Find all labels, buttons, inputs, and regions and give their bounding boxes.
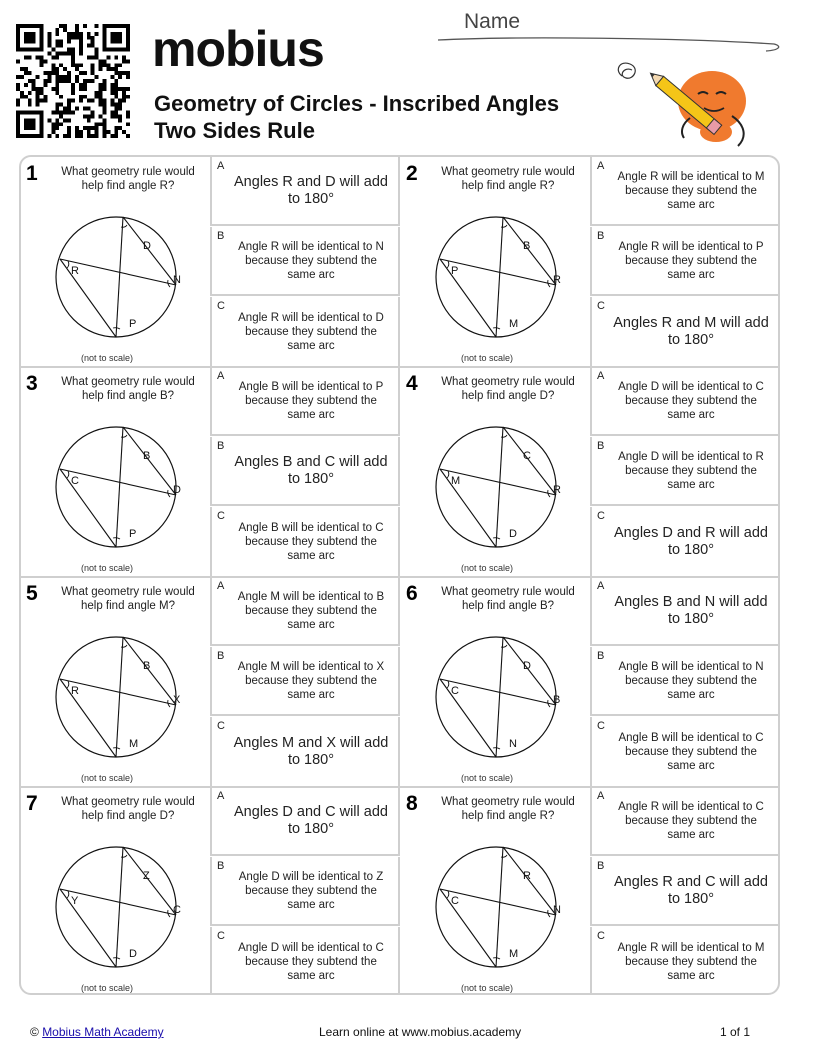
option-text: Angle R will be identical to N because they subtend the same arc bbox=[238, 240, 384, 281]
option-text: Angles B and C will add to 180° bbox=[234, 453, 388, 487]
chord-line bbox=[60, 469, 116, 547]
chord-line bbox=[116, 637, 123, 757]
point-label: N bbox=[553, 904, 561, 916]
answer-options bbox=[210, 157, 400, 366]
option-text: Angles M and X will add to 180° bbox=[233, 734, 389, 768]
not-to-scale-note: (not to scale) bbox=[461, 983, 514, 993]
option-letter: C bbox=[217, 930, 225, 942]
circle-diagram bbox=[421, 617, 581, 767]
question-prompt: What geometry rule would help find angle B? bbox=[441, 586, 575, 612]
question-panel bbox=[21, 367, 210, 576]
option-text: Angles B and N will add to 180° bbox=[614, 593, 768, 627]
option-letter: A bbox=[217, 790, 225, 802]
answer-option-c[interactable] bbox=[590, 297, 780, 366]
chord-line bbox=[496, 637, 503, 757]
question-panel bbox=[401, 787, 590, 995]
not-to-scale-note: (not to scale) bbox=[81, 983, 134, 993]
circle-outline bbox=[436, 427, 556, 547]
option-letter: C bbox=[597, 510, 605, 522]
footer-copyright bbox=[30, 1025, 164, 1039]
point-label: P bbox=[129, 318, 137, 330]
point-label: N bbox=[509, 738, 517, 750]
chord-line bbox=[440, 259, 496, 337]
angle-mark bbox=[121, 855, 127, 857]
angle-mark bbox=[67, 261, 69, 268]
circle-outline bbox=[436, 637, 556, 757]
point-label: D bbox=[143, 240, 151, 252]
option-letter: B bbox=[217, 230, 225, 242]
question-panel bbox=[401, 157, 590, 366]
point-label: B bbox=[523, 240, 531, 252]
angle-mark bbox=[447, 681, 449, 688]
point-label: D bbox=[523, 660, 531, 672]
point-label: B bbox=[553, 694, 561, 706]
option-letter: A bbox=[217, 160, 225, 172]
angle-mark bbox=[501, 645, 507, 647]
point-label: M bbox=[451, 475, 461, 487]
question-1 bbox=[21, 157, 400, 366]
question-number: 2 bbox=[406, 162, 418, 185]
option-text: Angle R will be identical to C because they subtend the same arc bbox=[618, 800, 764, 841]
option-text: Angle R will be identical to P because they subtend the same arc bbox=[618, 240, 764, 281]
angle-mark bbox=[67, 891, 69, 898]
question-number: 3 bbox=[26, 372, 38, 395]
option-text: Angle D will be identical to C because they subtend the same arc bbox=[618, 380, 764, 421]
chord-line bbox=[116, 427, 123, 547]
point-label: P bbox=[129, 528, 137, 540]
chord-line bbox=[440, 469, 496, 547]
option-letter: A bbox=[597, 370, 605, 382]
point-label: C bbox=[71, 475, 79, 487]
angle-mark bbox=[121, 645, 127, 647]
not-to-scale-note: (not to scale) bbox=[81, 773, 134, 783]
answer-option-b[interactable] bbox=[590, 227, 780, 296]
option-letter: B bbox=[217, 650, 225, 662]
answer-option-b[interactable] bbox=[590, 437, 780, 506]
point-label: N bbox=[173, 274, 181, 286]
row-divider bbox=[21, 576, 780, 578]
option-text: Angles R and C will add to 180° bbox=[614, 873, 768, 907]
option-text: Angles R and M will add to 180° bbox=[613, 314, 769, 348]
option-text: Angle B will be identical to C because they subtend the same arc bbox=[238, 521, 384, 562]
not-to-scale-note: (not to scale) bbox=[461, 353, 514, 363]
point-label: C bbox=[173, 904, 181, 916]
angle-mark bbox=[121, 435, 127, 437]
option-letter: A bbox=[597, 160, 605, 172]
chord-line bbox=[60, 679, 116, 757]
angle-mark bbox=[67, 681, 69, 688]
point-label: B bbox=[143, 660, 151, 672]
point-label: Z bbox=[143, 870, 150, 882]
questions-grid bbox=[19, 155, 780, 995]
option-letter: B bbox=[597, 230, 605, 242]
answer-option-a[interactable] bbox=[590, 157, 780, 226]
answer-option-b[interactable] bbox=[210, 857, 400, 926]
answer-option-b[interactable] bbox=[210, 437, 400, 506]
option-letter: B bbox=[597, 440, 605, 452]
question-prompt: What geometry rule would help find angle R? bbox=[441, 166, 575, 192]
point-label: X bbox=[173, 694, 181, 706]
answer-option-b[interactable] bbox=[210, 647, 400, 716]
answer-option-a[interactable] bbox=[590, 787, 780, 856]
mobius-logo bbox=[152, 21, 324, 77]
answer-options bbox=[210, 577, 400, 786]
question-number: 1 bbox=[26, 162, 38, 185]
answer-option-a[interactable] bbox=[210, 367, 400, 436]
option-text: Angle B will be identical to N because they subtend the same arc bbox=[618, 660, 764, 701]
option-letter: B bbox=[217, 860, 225, 872]
answer-option-c[interactable] bbox=[210, 507, 400, 576]
option-text: Angles R and D will add to 180° bbox=[234, 173, 388, 207]
chord-line bbox=[440, 889, 496, 967]
angle-mark bbox=[67, 471, 69, 478]
option-letter: A bbox=[597, 580, 605, 592]
answer-option-c[interactable] bbox=[590, 717, 780, 786]
question-prompt: What geometry rule would help find angle R? bbox=[441, 796, 575, 822]
answer-options bbox=[210, 367, 400, 576]
point-label: C bbox=[451, 685, 459, 697]
question-panel bbox=[21, 157, 210, 366]
question-number: 6 bbox=[406, 582, 418, 605]
point-label: R bbox=[553, 484, 561, 496]
point-label: R bbox=[71, 265, 79, 277]
not-to-scale-note: (not to scale) bbox=[461, 563, 514, 573]
circle-diagram bbox=[421, 197, 581, 347]
answer-option-c[interactable] bbox=[210, 717, 400, 786]
answer-option-a[interactable] bbox=[210, 787, 400, 856]
circle-diagram bbox=[41, 617, 201, 767]
question-panel bbox=[21, 787, 210, 995]
point-label: M bbox=[129, 738, 139, 750]
answer-option-c[interactable] bbox=[590, 927, 780, 995]
option-text: Angle B will be identical to C because they subtend the same arc bbox=[618, 731, 764, 772]
question-4 bbox=[401, 367, 780, 576]
angle-mark bbox=[501, 435, 507, 437]
question-prompt: What geometry rule would help find angle M? bbox=[61, 586, 195, 612]
circle-diagram bbox=[41, 407, 201, 557]
worksheet-title bbox=[154, 90, 559, 144]
chord-line bbox=[440, 679, 496, 757]
point-label: B bbox=[143, 450, 151, 462]
answer-options bbox=[590, 577, 780, 786]
question-number: 5 bbox=[26, 582, 38, 605]
question-panel bbox=[21, 577, 210, 786]
circle-diagram bbox=[421, 407, 581, 557]
option-letter: A bbox=[217, 370, 225, 382]
circle-outline bbox=[436, 217, 556, 337]
circle-outline bbox=[436, 847, 556, 967]
point-label: R bbox=[553, 274, 561, 286]
not-to-scale-note: (not to scale) bbox=[461, 773, 514, 783]
angle-mark bbox=[501, 225, 507, 227]
circle-diagram bbox=[41, 197, 201, 347]
question-5 bbox=[21, 577, 400, 786]
point-label: R bbox=[71, 685, 79, 697]
answer-option-a[interactable] bbox=[590, 367, 780, 436]
circle-diagram bbox=[41, 827, 201, 977]
question-prompt: What geometry rule would help find angle D? bbox=[61, 796, 195, 822]
circle-outline bbox=[56, 427, 176, 547]
chord-line bbox=[496, 847, 503, 967]
answer-option-a[interactable] bbox=[590, 577, 780, 646]
chord-line bbox=[116, 847, 123, 967]
name-label: Name bbox=[464, 10, 521, 33]
option-letter: B bbox=[597, 650, 605, 662]
title-line-1: Geometry of Circles - Inscribed Angles bbox=[154, 91, 560, 116]
chord-line bbox=[496, 427, 503, 547]
question-number: 7 bbox=[26, 792, 38, 815]
option-text: Angles D and C will add to 180° bbox=[234, 803, 388, 837]
footer-learn-online: Learn online at www.mobius.academy bbox=[319, 1025, 522, 1039]
point-label: D bbox=[173, 484, 181, 496]
option-text: Angle B will be identical to P because they subtend the same arc bbox=[238, 380, 384, 421]
question-prompt: What geometry rule would help find angle B? bbox=[61, 376, 195, 402]
row-divider bbox=[21, 366, 780, 368]
question-number: 4 bbox=[406, 372, 418, 395]
question-8 bbox=[401, 787, 780, 995]
answer-options bbox=[590, 787, 780, 995]
answer-options bbox=[590, 157, 780, 366]
point-label: C bbox=[451, 895, 459, 907]
answer-options bbox=[590, 367, 780, 576]
question-2 bbox=[401, 157, 780, 366]
answer-option-a[interactable] bbox=[210, 157, 400, 226]
option-letter: C bbox=[597, 720, 605, 732]
circle-outline bbox=[56, 637, 176, 757]
option-text: Angle R will be identical to M because they subtend the same arc bbox=[617, 170, 765, 211]
option-text: Angle R will be identical to M because they subtend the same arc bbox=[617, 941, 765, 982]
angle-mark bbox=[447, 471, 449, 478]
question-panel bbox=[401, 367, 590, 576]
option-text: Angle M will be identical to B because they subtend the same arc bbox=[237, 590, 385, 631]
point-label: M bbox=[509, 318, 519, 330]
answer-option-a[interactable] bbox=[210, 577, 400, 646]
point-label: C bbox=[523, 450, 531, 462]
question-prompt: What geometry rule would help find angle R? bbox=[61, 166, 195, 192]
answer-option-c[interactable] bbox=[210, 297, 400, 366]
question-3 bbox=[21, 367, 400, 576]
question-number: 8 bbox=[406, 792, 418, 815]
option-text: Angle R will be identical to D because they subtend the same arc bbox=[238, 311, 384, 352]
option-letter: C bbox=[597, 300, 605, 312]
option-text: Angle D will be identical to Z because they subtend the same arc bbox=[238, 870, 384, 911]
option-text: Angle D will be identical to C because they subtend the same arc bbox=[238, 941, 384, 982]
point-label: D bbox=[129, 948, 137, 960]
not-to-scale-note: (not to scale) bbox=[81, 563, 134, 573]
option-letter: B bbox=[597, 860, 605, 872]
point-label: M bbox=[509, 948, 519, 960]
option-letter: C bbox=[217, 720, 225, 732]
option-letter: C bbox=[217, 300, 225, 312]
circle-outline bbox=[56, 847, 176, 967]
chord-line bbox=[60, 259, 116, 337]
qr-code bbox=[16, 24, 130, 138]
row-divider bbox=[21, 786, 780, 788]
mascot-pencil-illustration bbox=[612, 56, 762, 156]
point-label: Y bbox=[71, 895, 79, 907]
option-letter: A bbox=[217, 580, 225, 592]
not-to-scale-note: (not to scale) bbox=[81, 353, 134, 363]
question-panel bbox=[401, 577, 590, 786]
chord-line bbox=[116, 217, 123, 337]
answer-option-c[interactable] bbox=[590, 507, 780, 576]
title-line-2: Two Sides Rule bbox=[154, 118, 315, 143]
option-letter: C bbox=[217, 510, 225, 522]
copyright-symbol: © bbox=[30, 1025, 39, 1039]
logo-text: mobius bbox=[152, 21, 324, 77]
question-6 bbox=[401, 577, 780, 786]
circle-outline bbox=[56, 217, 176, 337]
chord-line bbox=[496, 217, 503, 337]
answer-option-b[interactable] bbox=[210, 227, 400, 296]
answer-options bbox=[210, 787, 400, 995]
chord-line bbox=[60, 889, 116, 967]
page-number: 1 of 1 bbox=[720, 1025, 751, 1039]
answer-option-b[interactable] bbox=[590, 647, 780, 716]
option-text: Angle M will be identical to X because they subtend the same arc bbox=[237, 660, 385, 701]
option-text: Angles D and R will add to 180° bbox=[614, 524, 768, 558]
point-label: R bbox=[523, 870, 531, 882]
circle-diagram bbox=[421, 827, 581, 977]
angle-mark bbox=[447, 891, 449, 898]
option-letter: B bbox=[217, 440, 225, 452]
angle-mark bbox=[447, 261, 449, 268]
option-text: Angle D will be identical to R because they subtend the same arc bbox=[618, 450, 764, 491]
option-letter: C bbox=[597, 930, 605, 942]
point-label: D bbox=[509, 528, 517, 540]
angle-mark bbox=[501, 855, 507, 857]
mobius-math-academy-link[interactable]: Mobius Math Academy bbox=[42, 1025, 164, 1039]
option-letter: A bbox=[597, 790, 605, 802]
point-label: P bbox=[451, 265, 459, 277]
angle-mark bbox=[121, 225, 127, 227]
answer-option-c[interactable] bbox=[210, 927, 400, 995]
answer-option-b[interactable] bbox=[590, 857, 780, 926]
question-7 bbox=[21, 787, 400, 995]
question-prompt: What geometry rule would help find angle D? bbox=[441, 376, 575, 402]
